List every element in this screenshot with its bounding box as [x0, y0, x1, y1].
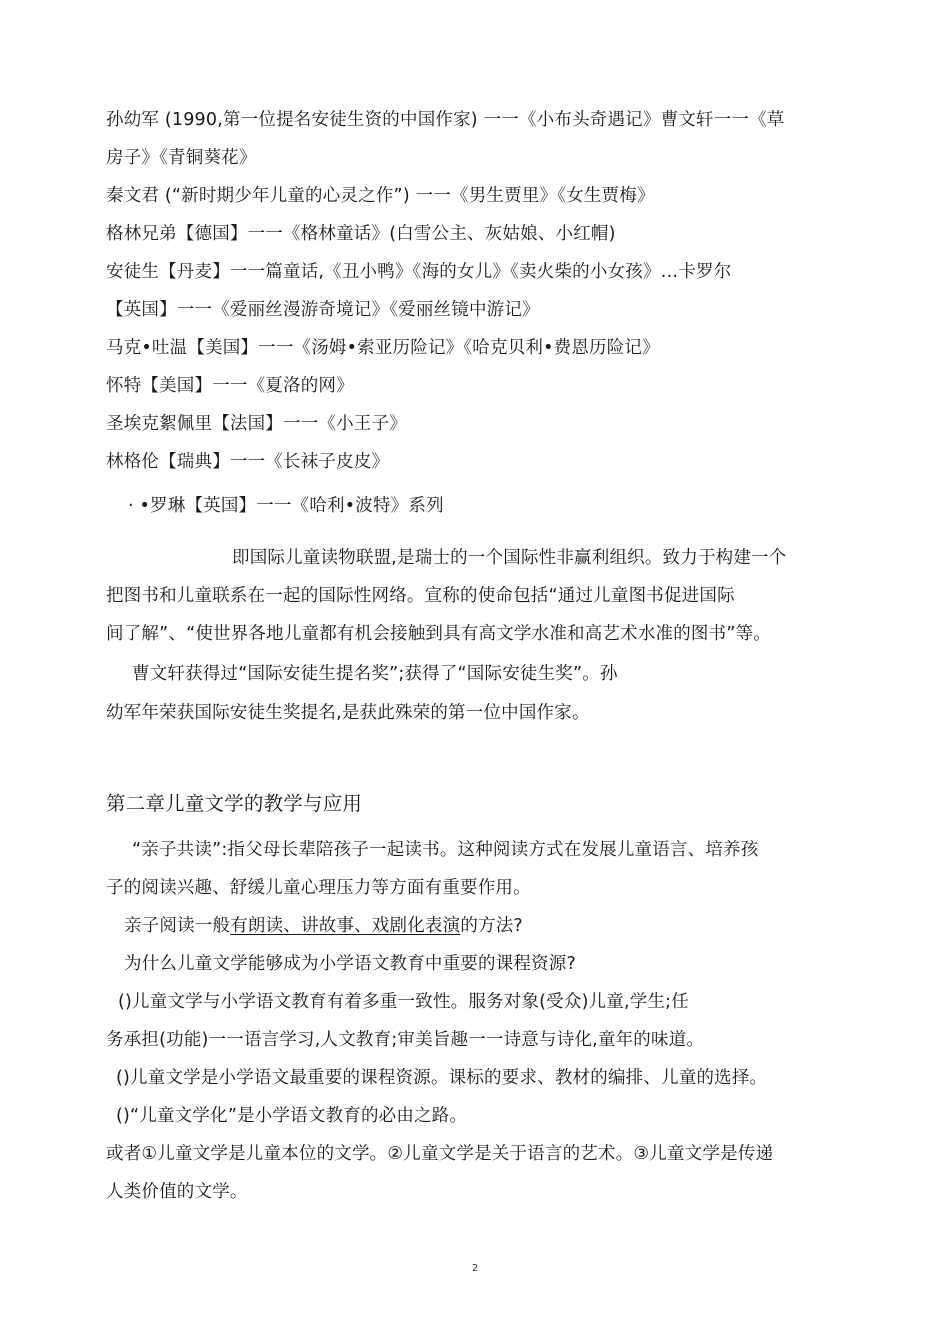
- text-line: 格林兄弟【德国】一一《格林童话》(白雪公主、灰姑娘、小红帽): [106, 224, 616, 244]
- paragraph-line: 把图书和儿童联系在一起的国际性网络。宣称的使命包括“通过儿童图书促进国际: [106, 586, 735, 606]
- paragraph-line: [124, 914, 523, 938]
- text-line: 秦文君 (“新时期少年儿童的心灵之作”) 一一《男生贾里》《女生贾梅》: [106, 186, 655, 206]
- paragraph-line: 或者①儿童文学是儿童本位的文学。②儿童文学是关于语言的艺术。③儿童文学是传递: [106, 1144, 774, 1164]
- underlined-text: 有朗读、讲故事、戏剧化表演: [230, 916, 461, 936]
- text-line: 【英国】一一《爱丽丝漫游奇境记》《爱丽丝镜中游记》: [106, 300, 540, 320]
- chapter-heading: 第二章儿童文学的教学与应用: [106, 792, 363, 815]
- paragraph-line: 即国际儿童读物联盟,是瑞士的一个国际性非赢利组织。致力于构建一个: [232, 548, 787, 568]
- text-line: 孙幼军 (1990,第一位提名安徒生资的中国作家) 一一《小布头奇遇记》曹文轩一一《草: [106, 110, 785, 130]
- paragraph-line: ()儿童文学是小学语文最重要的课程资源。课标的要求、教材的编排、儿童的选择。: [116, 1068, 768, 1088]
- text-segment: 亲子阅读一般: [124, 916, 231, 936]
- paragraph-line: “亲子共读”:指父母长辈陪孩子一起读书。这种阅读方式在发展儿童语言、培养孩: [132, 840, 759, 860]
- text-line: 房子》《青铜葵花》: [106, 148, 257, 168]
- paragraph-line: 子的阅读兴趣、舒缓儿童心理压力等方面有重要作用。: [106, 878, 531, 898]
- paragraph-line: 为什么儿童文学能够成为小学语文教育中重要的课程资源?: [124, 954, 576, 974]
- paragraph-line: 曹文轩获得过“国际安徒生提名奖”;获得了“国际安徒生奖”。孙: [132, 664, 618, 684]
- paragraph-line: 幼军年荣获国际安徒生奖提名,是获此殊荣的第一位中国作家。: [106, 703, 590, 723]
- text-segment: 的方法?: [460, 916, 523, 936]
- text-line: 林格伦【瑞典】一一《长袜子皮皮》: [106, 452, 390, 472]
- page-number: 2: [471, 1263, 479, 1274]
- paragraph-line: 务承担(功能)一一语言学习,人文教育;审美旨趣一一诗意与诗化,童年的味道。: [106, 1030, 705, 1050]
- paragraph-line: 间了解”、“使世界各地儿童都有机会接触到具有高文学水准和高艺术水准的图书”等。: [106, 624, 771, 644]
- text-line: · •罗琳【英国】一一《哈利•波特》系列: [128, 496, 444, 516]
- text-line: 马克•吐温【美国】一一《汤姆•索亚历险记》《哈克贝利•费恩历险记》: [106, 338, 660, 358]
- text-line: 圣埃克絮佩里【法国】一一《小王子》: [106, 414, 407, 434]
- paragraph-line: ()“儿童文学化”是小学语文教育的必由之路。: [116, 1106, 468, 1126]
- paragraph-line: ()儿童文学与小学语文教育有着多重一致性。服务对象(受众)儿童,学生;任: [118, 992, 689, 1012]
- paragraph-line: 人类价值的文学。: [106, 1182, 248, 1202]
- text-line: 安徒生【丹麦】一一篇童话,《丑小鸭》《海的女儿》《卖火柴的小女孩》…卡罗尔: [106, 262, 732, 282]
- text-line: 怀特【美国】一一《夏洛的网》: [106, 376, 354, 396]
